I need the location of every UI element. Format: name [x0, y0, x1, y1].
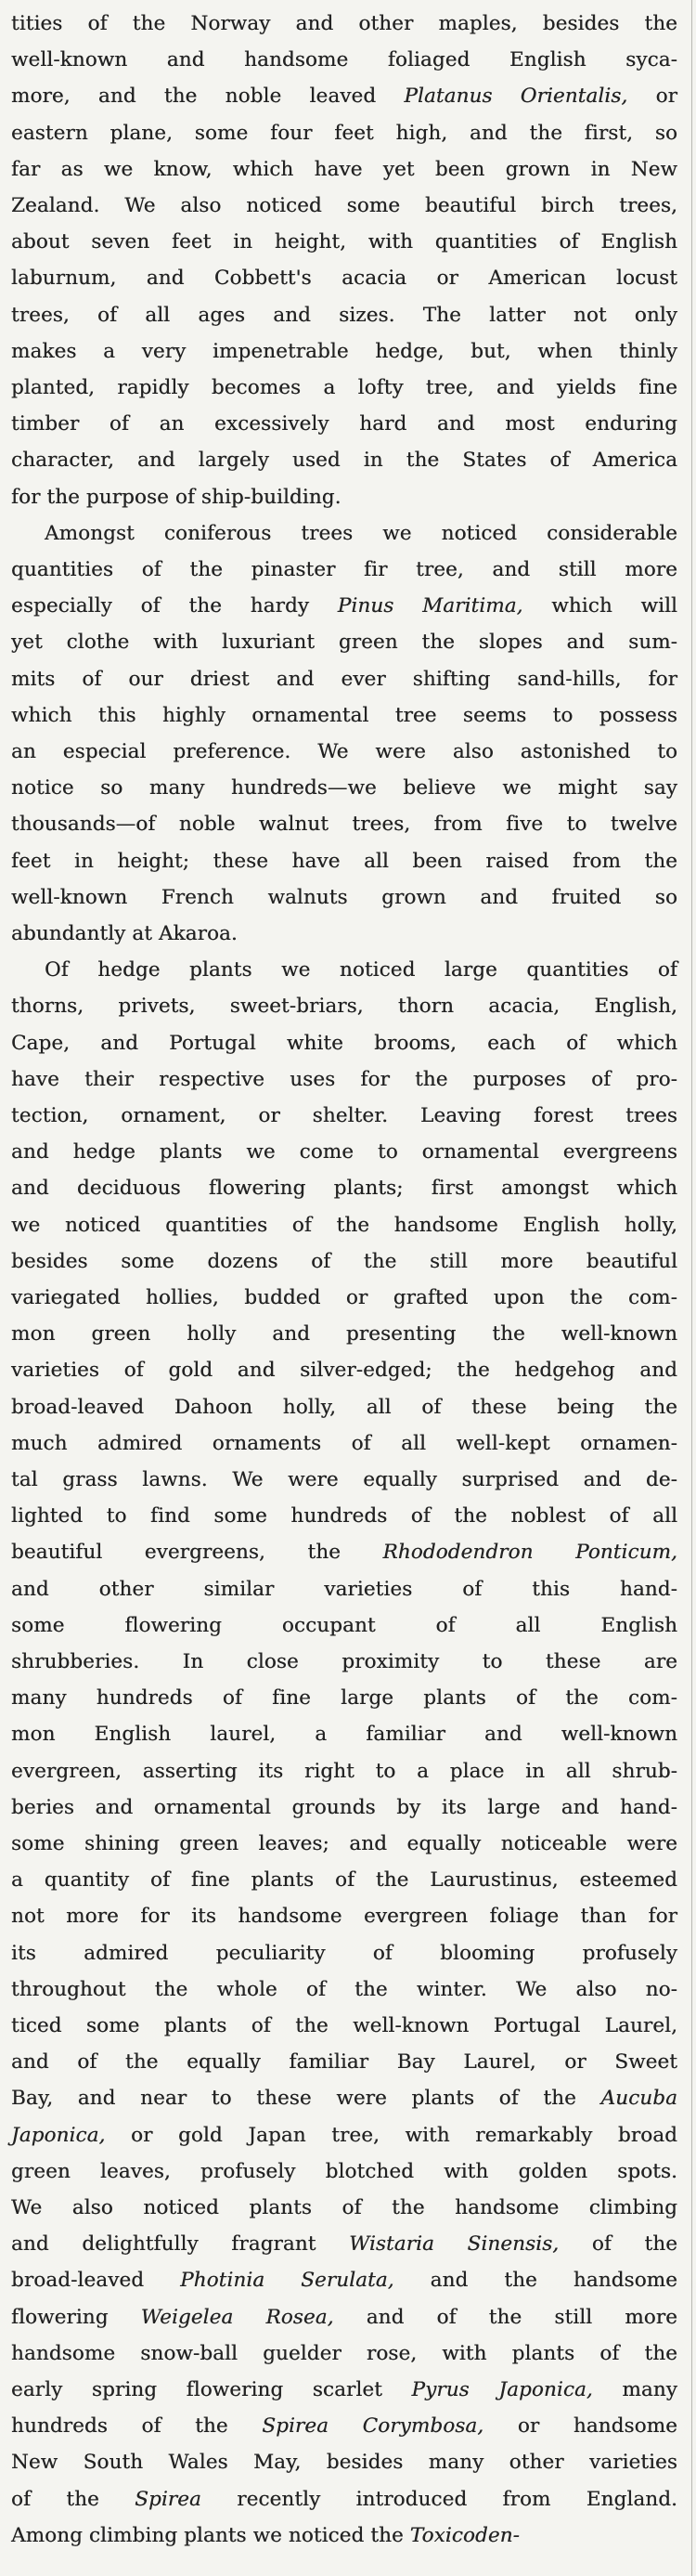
text-line [11, 1134, 677, 1171]
text-run: and other similar varieties of this hand- [11, 1577, 677, 1601]
text-run: have their respective uses for the purposes of pro- [11, 1067, 677, 1091]
text-run: more, and the noble leaved [11, 85, 405, 109]
text-run: especially of the hardy [11, 594, 338, 618]
text-line [11, 188, 677, 225]
text-line [11, 1789, 677, 1827]
text-run: yet clothe with luxuriant green the slopes and sum- [11, 631, 677, 655]
text-run: tities of the Norway and other maples, besides the [11, 12, 677, 35]
italic-term: Pyrus Japonica, [411, 2378, 593, 2401]
text-line [11, 588, 677, 625]
italic-term: Aucuba [600, 2087, 677, 2111]
text-run: a quantity of fine plants of the Laurustinus, esteemed [11, 1868, 677, 1893]
text-run: and hedge plants we come to ornamental evergreens [11, 1140, 677, 1164]
text-line [11, 2408, 677, 2445]
text-run: Cape, and Portugal white brooms, each of which [11, 1031, 677, 1055]
text-run: of the [11, 2487, 135, 2511]
text-line [11, 1898, 677, 1935]
text-line [11, 2080, 677, 2117]
text-run: which this highly ornamental tree seems to possess [11, 703, 677, 727]
text-run: mon green holly and presenting the well-known [11, 1322, 677, 1347]
text-line [11, 1571, 677, 1608]
text-run: far as we know, which have yet been grown in New [11, 157, 677, 181]
text-run: makes a very impenetrable hedge, but, when thinly [11, 339, 677, 363]
column-rule [691, 0, 692, 2576]
text-line [11, 552, 677, 589]
text-line [11, 661, 677, 698]
text-run: planted, rapidly becomes a lofty tree, and yields fine [11, 376, 677, 399]
text-run: green leaves, profusely blotched with golden spots. [11, 2159, 677, 2183]
text-run: tection, ornament, or shelter. Leaving forest trees [11, 1104, 677, 1127]
text-line [11, 406, 677, 443]
text-line [11, 1025, 677, 1062]
text-run: shrubberies. In close proximity to these are [11, 1650, 677, 1673]
text-run: its admired peculiarity of blooming profusely [11, 1941, 677, 1965]
text-run: Of hedge plants we noticed large quantities of [45, 958, 677, 982]
text-line [11, 1352, 677, 1389]
text-line [11, 1826, 677, 1863]
text-line [11, 1935, 677, 1972]
text-line [11, 1607, 677, 1645]
text-line [11, 843, 677, 880]
text-run: timber of an excessively hard and most enduring [11, 412, 677, 436]
text-line [11, 151, 677, 189]
text-run: besides some dozens of the still more beautiful [11, 1249, 677, 1273]
text-line [11, 1534, 677, 1571]
text-line [11, 734, 677, 771]
text-run: ticed some plants of the well-known Portugal Laurel, [11, 2014, 677, 2037]
text-run: beries and ornamental grounds by its large and hand- [11, 1795, 677, 1819]
text-line [11, 2372, 677, 2409]
text-line [11, 1971, 677, 2009]
text-line [11, 1316, 677, 1353]
text-run: or [627, 85, 678, 109]
text-line [11, 697, 677, 735]
text-run: which will [522, 594, 677, 618]
text-run: and of the equally familiar Bay Laurel, or Sweet [11, 2050, 677, 2075]
text-run: feet in height; these have all been raised from the [11, 849, 677, 873]
text-line [11, 1462, 677, 1499]
text-run: tal grass lawns. We were equally surprised and de- [11, 1468, 677, 1491]
text-run: notice so many hundreds—we believe we might say [11, 776, 677, 800]
text-line [11, 1498, 677, 1535]
italic-term: Pinus Maritima, [337, 594, 523, 618]
text-run: and deciduous flowering plants; first amongst which [11, 1177, 677, 1201]
text-line [11, 224, 677, 261]
text-run: or gold Japan tree, with remarkably broad [105, 2123, 677, 2147]
text-run: thorns, privets, sweet-briars, thorn acacia, English, [11, 995, 677, 1019]
text-run: mits of our driest and ever shifting sand-hills, for [11, 667, 677, 691]
text-run: laburnum, and Cobbett's acacia or American locust [11, 267, 677, 291]
text-run: varieties of gold and silver-edged; the hedgehog and [11, 1359, 677, 1383]
text-line [11, 1862, 677, 1899]
text-run: lighted to find some hundreds of the noblest of all [11, 1504, 677, 1529]
text-line [11, 1170, 677, 1207]
text-line [11, 2117, 677, 2154]
text-line [45, 515, 677, 553]
text-line [11, 2481, 677, 2518]
text-run: an especial preference. We were also astonished to [11, 740, 677, 763]
text-line [11, 479, 677, 516]
text-line [11, 806, 677, 843]
italic-term: Rhododendron Ponticum, [382, 1541, 677, 1565]
text-run: broad-leaved [11, 2269, 181, 2293]
text-line [11, 2190, 677, 2227]
text-run: many hundreds of fine large plants of the com- [11, 1686, 677, 1711]
text-run: and of the still more [333, 2305, 677, 2329]
text-line [11, 1098, 677, 1135]
italic-term: Weigelea Rosea, [140, 2305, 334, 2329]
text-line [11, 1389, 677, 1426]
text-run: beautiful evergreens, the [11, 1541, 383, 1565]
text-line [11, 1716, 677, 1753]
text-line [11, 42, 677, 79]
text-line [11, 1061, 677, 1099]
text-run: handsome snow-ball guelder rose, with plants of the [11, 2341, 677, 2365]
text-run: much admired ornaments of all well-kept ornamen- [11, 1431, 677, 1455]
text-run: eastern plane, some four feet high, and the first, so [11, 121, 677, 145]
text-run: hundreds of the [11, 2414, 263, 2439]
text-run: some shining green leaves; and equally noticeable were [11, 1832, 677, 1855]
text-run: We also noticed plants of the handsome climbing [11, 2196, 677, 2219]
text-line [11, 879, 677, 917]
text-run: thousands—of noble walnut trees, from five to twelve [11, 813, 677, 837]
text-line [11, 2517, 677, 2555]
text-line [11, 297, 677, 334]
text-line [11, 78, 677, 115]
text-run: mon English laurel, a familiar and well-known [11, 1723, 677, 1747]
text-run: throughout the whole of the winter. We also no- [11, 1977, 677, 2001]
text-run: Zealand. We also noticed some beautiful birch trees, [11, 194, 677, 217]
text-run: abundantly at Akaroa. [11, 922, 238, 945]
text-line [11, 2262, 677, 2299]
text-run: early spring flowering scarlet [11, 2378, 412, 2401]
text-line [11, 2044, 677, 2081]
text-run: many [592, 2378, 677, 2401]
text-run: Among climbing plants we noticed the [11, 2523, 410, 2547]
text-line [11, 2008, 677, 2045]
text-run: and delightfully fragrant [11, 2232, 350, 2257]
text-line [11, 1280, 677, 1317]
text-run: broad-leaved Dahoon holly, all of these being the [11, 1395, 677, 1419]
text-run: flowering [11, 2305, 141, 2329]
text-line [11, 770, 677, 807]
text-line [11, 1644, 677, 1681]
text-run: about seven feet in height, with quantities of English [11, 230, 677, 254]
italic-term: Japonica, [11, 2123, 106, 2147]
text-line [11, 2444, 677, 2481]
text-run: variegated hollies, budded or grafted upon the com- [11, 1286, 677, 1309]
text-run: Bay, and near to these were plants of the [11, 2087, 601, 2111]
text-line [11, 1680, 677, 1717]
text-line [11, 2335, 677, 2373]
text-run: trees, of all ages and sizes. The latter not only [11, 303, 677, 327]
text-run: well-known French walnuts grown and fruited so [11, 885, 677, 909]
text-line [11, 2299, 677, 2336]
text-line [11, 6, 677, 43]
text-run: and the handsome [393, 2269, 677, 2293]
text-run: recently introduced from England. [200, 2487, 677, 2511]
text-run: quantities of the pinaster fir tree, and still more [11, 558, 677, 581]
text-line [11, 2153, 677, 2191]
italic-term: Wistaria Sinensis, [349, 2232, 560, 2257]
text-line [11, 1243, 677, 1281]
italic-term: Spirea [135, 2487, 201, 2511]
text-line [11, 442, 677, 479]
text-line [11, 916, 677, 953]
text-run: well-known and handsome foliaged English syca- [11, 48, 677, 72]
text-line [11, 624, 677, 661]
text-run: of the [559, 2232, 678, 2257]
text-run: not more for its handsome evergreen foliage than for [11, 1905, 677, 1929]
text-run: some flowering occupant of all English [11, 1613, 677, 1637]
text-line [45, 952, 677, 989]
text-line [11, 988, 677, 1025]
italic-term: Spirea Corymbosa, [262, 2414, 484, 2439]
text-line [11, 115, 677, 152]
italic-term: Platanus Orientalis, [404, 85, 628, 109]
text-line [11, 333, 677, 371]
text-run: New South Wales May, besides many other varieties [11, 2451, 677, 2475]
text-line [11, 370, 677, 407]
text-run: for the purpose of ship-building. [11, 485, 342, 509]
text-run: evergreen, asserting its right to a place in all shrub- [11, 1759, 677, 1783]
text-line [11, 2226, 677, 2263]
text-run: character, and largely used in the States of America [11, 449, 677, 473]
text-run: or handsome [483, 2414, 677, 2439]
text-line [11, 1753, 677, 1790]
text-line [11, 260, 677, 297]
text-line [11, 1207, 677, 1244]
text-run: Amongst coniferous trees we noticed considerable [45, 521, 677, 545]
italic-term: Photinia Serulata, [180, 2269, 394, 2293]
text-line [11, 1425, 677, 1463]
text-run: we noticed quantities of the handsome English holly, [11, 1213, 677, 1237]
italic-term: Toxicoden- [409, 2523, 520, 2547]
